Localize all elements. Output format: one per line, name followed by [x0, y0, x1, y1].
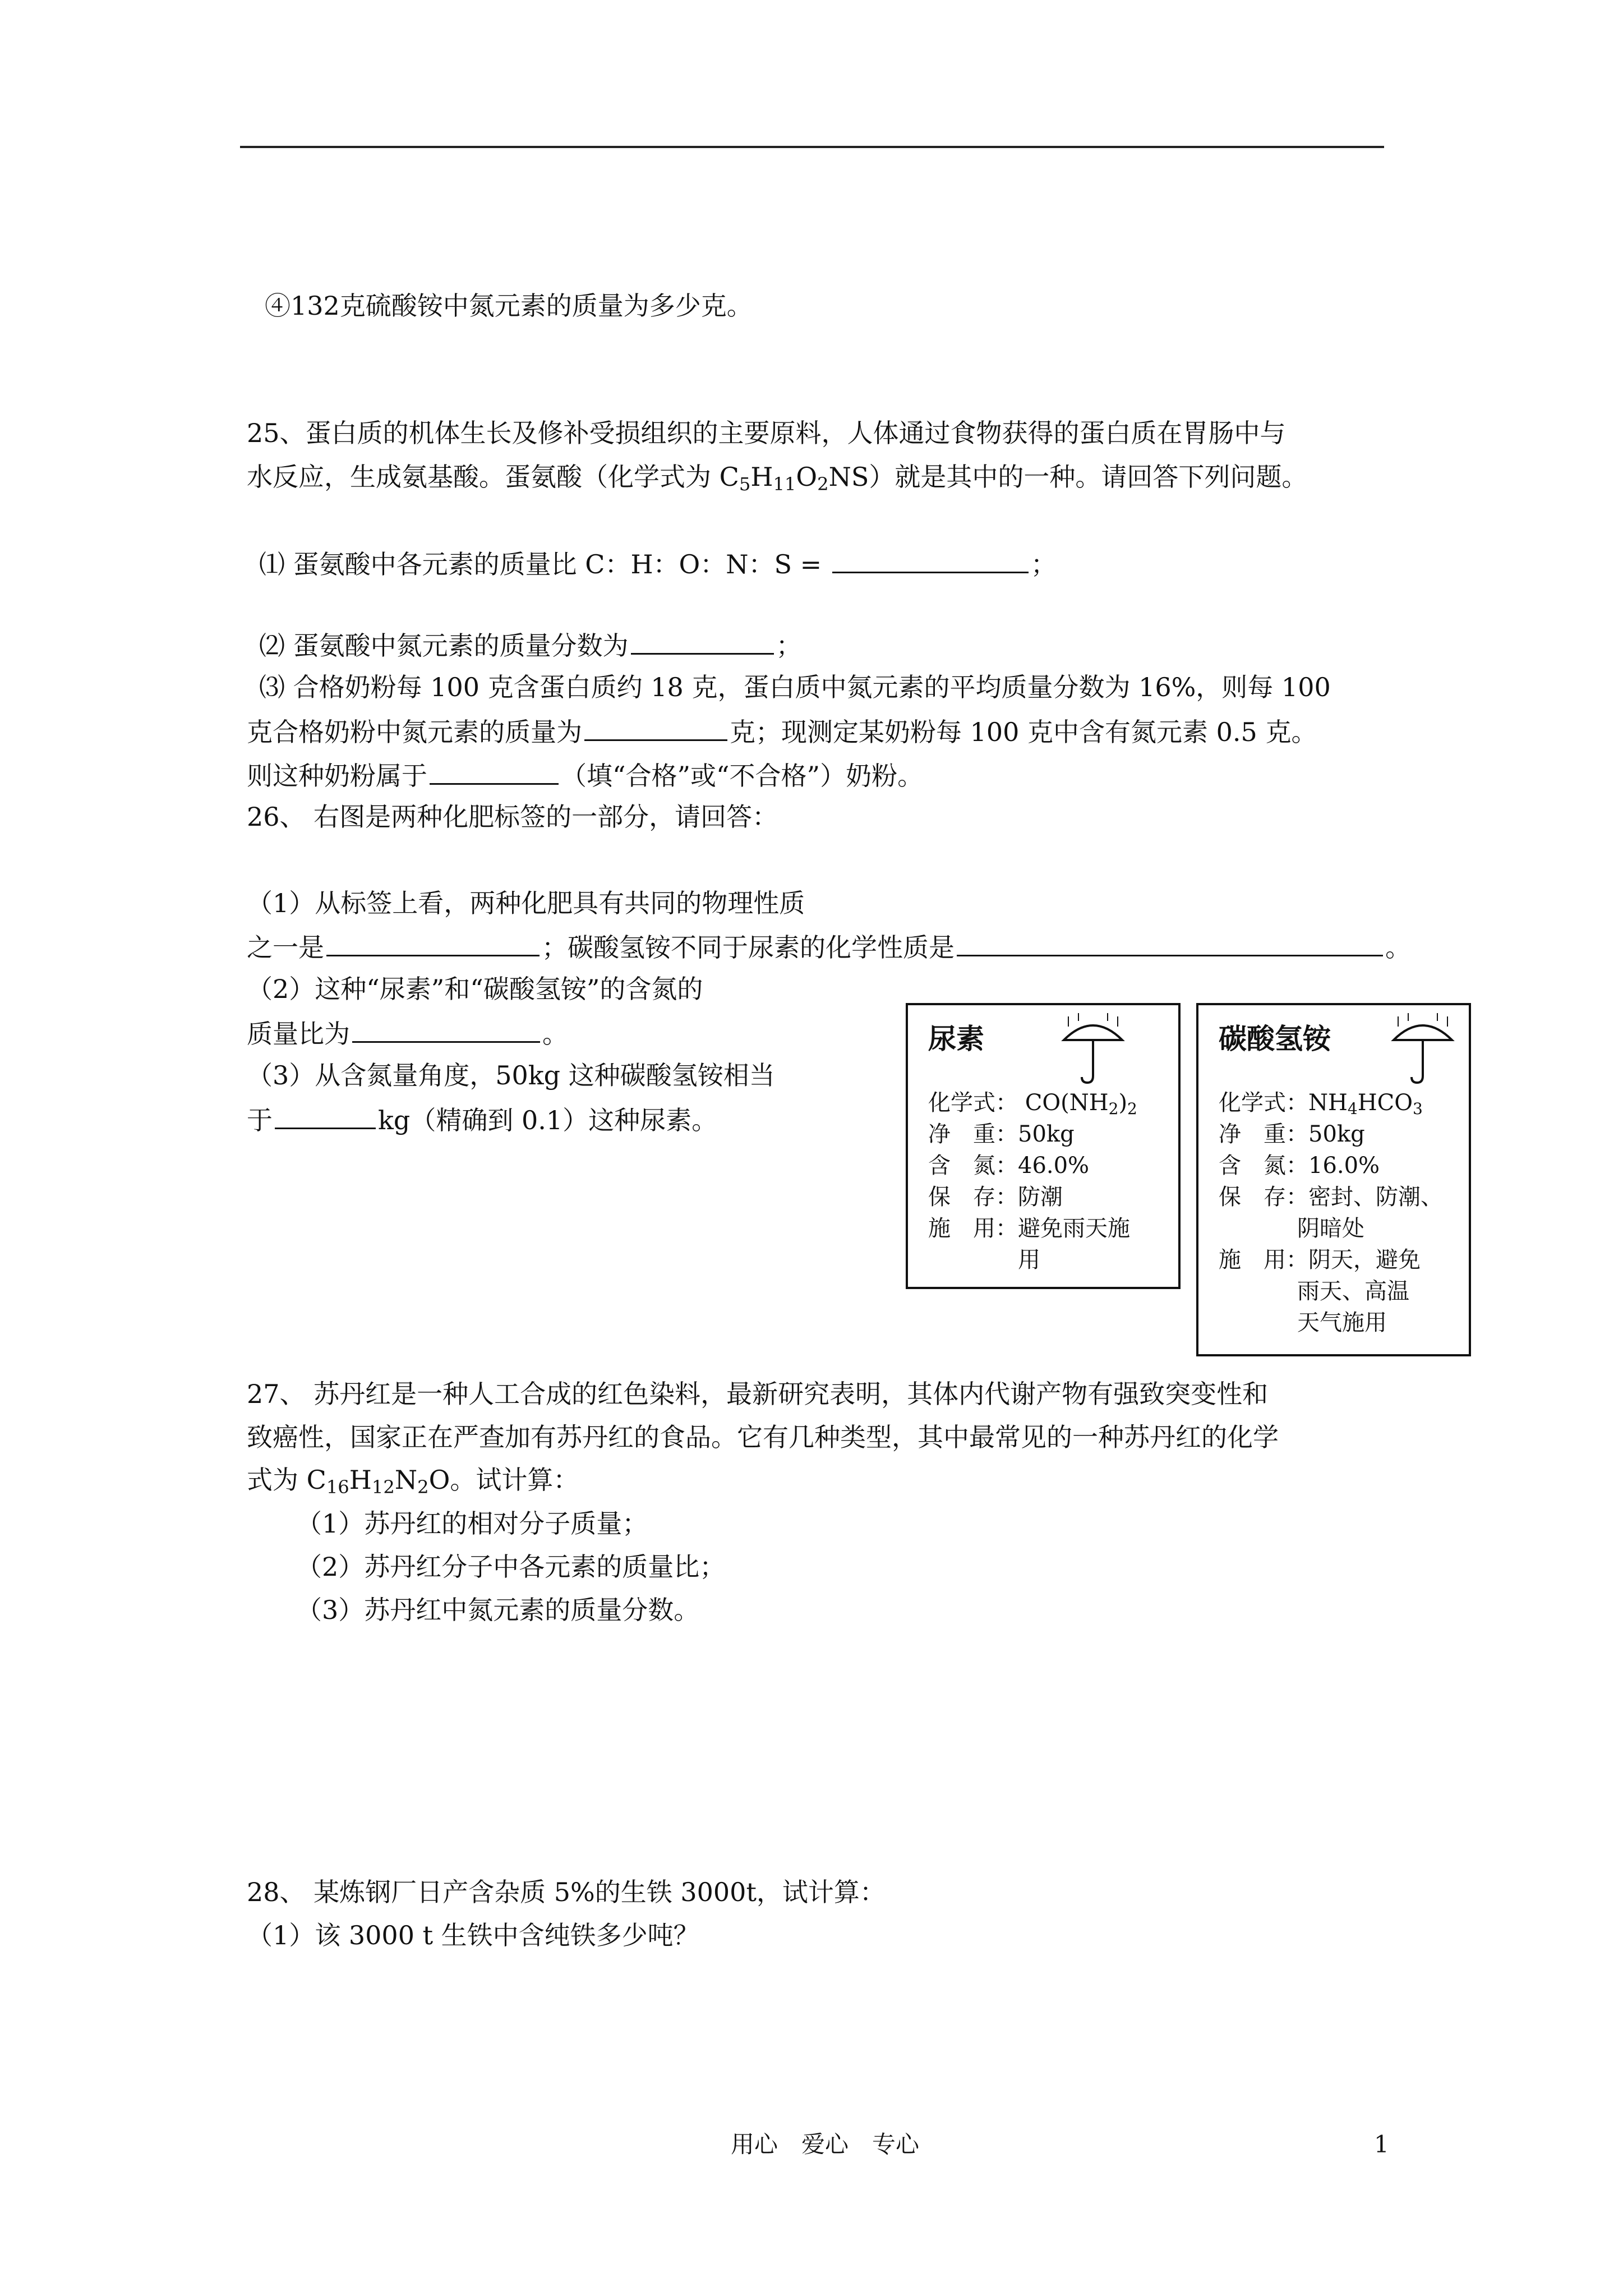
q26-part1-line1: （1）从标签上看，两种化肥具有共同的物理性质: [247, 888, 805, 918]
q28-line1: 28、 某炼钢厂日产含杂质 5%的生铁 3000t，试计算：: [247, 1877, 886, 1907]
q27-item2: （2）苏丹红分子中各元素的质量比；: [296, 1552, 726, 1582]
label-storage: 保 存：密封、防潮、: [1219, 1184, 1443, 1210]
answer-blank[interactable]: [832, 546, 1029, 573]
label-weight: 净 重：50kg: [928, 1121, 1075, 1147]
page-number: 1: [1374, 2131, 1389, 2158]
q26-part3-line1: （3）从含氮量角度，50kg 这种碳酸氢铵相当: [247, 1060, 775, 1091]
label-usage-cont: 用: [1018, 1247, 1040, 1273]
header-rule: [240, 146, 1384, 148]
label-formula: 化学式： $CO(NH_2)_2$: [928, 1090, 1137, 1118]
q27-item3: （3）苏丹红中氮元素的质量分数。: [296, 1595, 700, 1625]
q25-line1: 25、蛋白质的机体生长及修补受损组织的主要原料，人体通过食物获得的蛋白质在胃肠中与: [247, 418, 1286, 448]
label-storage: 保 存：防潮: [928, 1184, 1063, 1210]
label-storage-cont: 阴暗处: [1297, 1216, 1364, 1241]
q25-part3-line3: 则这种奶粉属于 （填“合格”或“不合格”）奶粉。: [247, 757, 923, 793]
q27-line3: 式为 $C_{16}H_{12}N_2O$。试计算：: [247, 1465, 579, 1498]
answer-blank[interactable]: [326, 929, 540, 956]
q25-part2: ⑵ 蛋氨酸中氮元素的质量分数为 ；: [259, 627, 802, 662]
q25-part1: ⑴ 蛋氨酸中各元素的质量比 C：H：O：N：S = ；: [259, 546, 1057, 581]
fertilizer-label-urea: [906, 1003, 1181, 1289]
umbrella-icon: [1389, 1013, 1456, 1086]
footer-motto: 用心 爱心 专心: [731, 2131, 920, 2158]
fertilizer-label-ammonium-bicarbonate: [1196, 1003, 1471, 1356]
q25-line2: 水反应，生成氨基酸。蛋氨酸（化学式为 $C_5H_{11}O_2NS$）就是其中的一种。请回答下列问题。: [247, 462, 1308, 495]
q28-item1: （1）该 3000 t 生铁中含纯铁多少吨？: [247, 1920, 699, 1950]
label-usage-cont: 天气施用: [1297, 1310, 1387, 1336]
q26-part2-line1: （2）这种“尿素”和“碳酸氢铵”的含氮的: [247, 974, 703, 1004]
q25-part3-line1: ⑶ 合格奶粉每 100 克含蛋白质约 18 克，蛋白质中氮元素的平均质量分数为 16%，则每 100: [259, 672, 1331, 702]
q26-part1-line2: 之一是 ；碳酸氢铵不同于尿素的化学性质是 。: [247, 929, 1411, 964]
umbrella-icon: [1059, 1013, 1127, 1086]
q27-line1: 27、 苏丹红是一种人工合成的红色染料，最新研究表明，其体内代谢产物有强致突变性和: [247, 1379, 1269, 1409]
answer-blank[interactable]: [275, 1102, 376, 1129]
label-usage: 施 用：阴天，避免: [1219, 1247, 1421, 1273]
label-usage-cont: 雨天、高温: [1297, 1278, 1409, 1304]
answer-blank[interactable]: [352, 1015, 540, 1043]
q27-line2: 致癌性，国家正在严查加有苏丹红的食品。它有几种类型，其中最常见的一种苏丹红的化学: [247, 1422, 1279, 1452]
label-formula: 化学式：$NH_4HCO_3$: [1219, 1090, 1423, 1118]
label-usage: 施 用：避免雨天施: [928, 1216, 1130, 1241]
answer-blank[interactable]: [631, 627, 774, 655]
answer-blank[interactable]: [430, 757, 559, 785]
answer-blank[interactable]: [584, 714, 727, 741]
q26-part2-line2: 质量比为 。: [247, 1015, 568, 1051]
label-nitrogen: 含 氮：16.0%: [1219, 1153, 1380, 1179]
label-nitrogen: 含 氮：46.0%: [928, 1153, 1090, 1179]
label-title: 尿素: [928, 1023, 984, 1055]
q26-intro: 26、 右图是两种化肥标签的一部分，请回答：: [247, 802, 778, 832]
answer-blank[interactable]: [957, 929, 1383, 956]
label-title: 碳酸氢铵: [1219, 1023, 1331, 1055]
q26-part3-line2: 于 kg（精确到 0.1）这种尿素。: [247, 1102, 717, 1137]
q25-part3-line2: 克合格奶粉中氮元素的质量为 克；现测定某奶粉每 100 克中含有氮元素 0.5 克。: [247, 714, 1317, 749]
q27-item1: （1）苏丹红的相对分子质量；: [296, 1508, 648, 1539]
label-weight: 净 重：50kg: [1219, 1121, 1365, 1147]
q24-item4: ④132克硫酸铵中氮元素的质量为多少克。: [265, 291, 753, 321]
